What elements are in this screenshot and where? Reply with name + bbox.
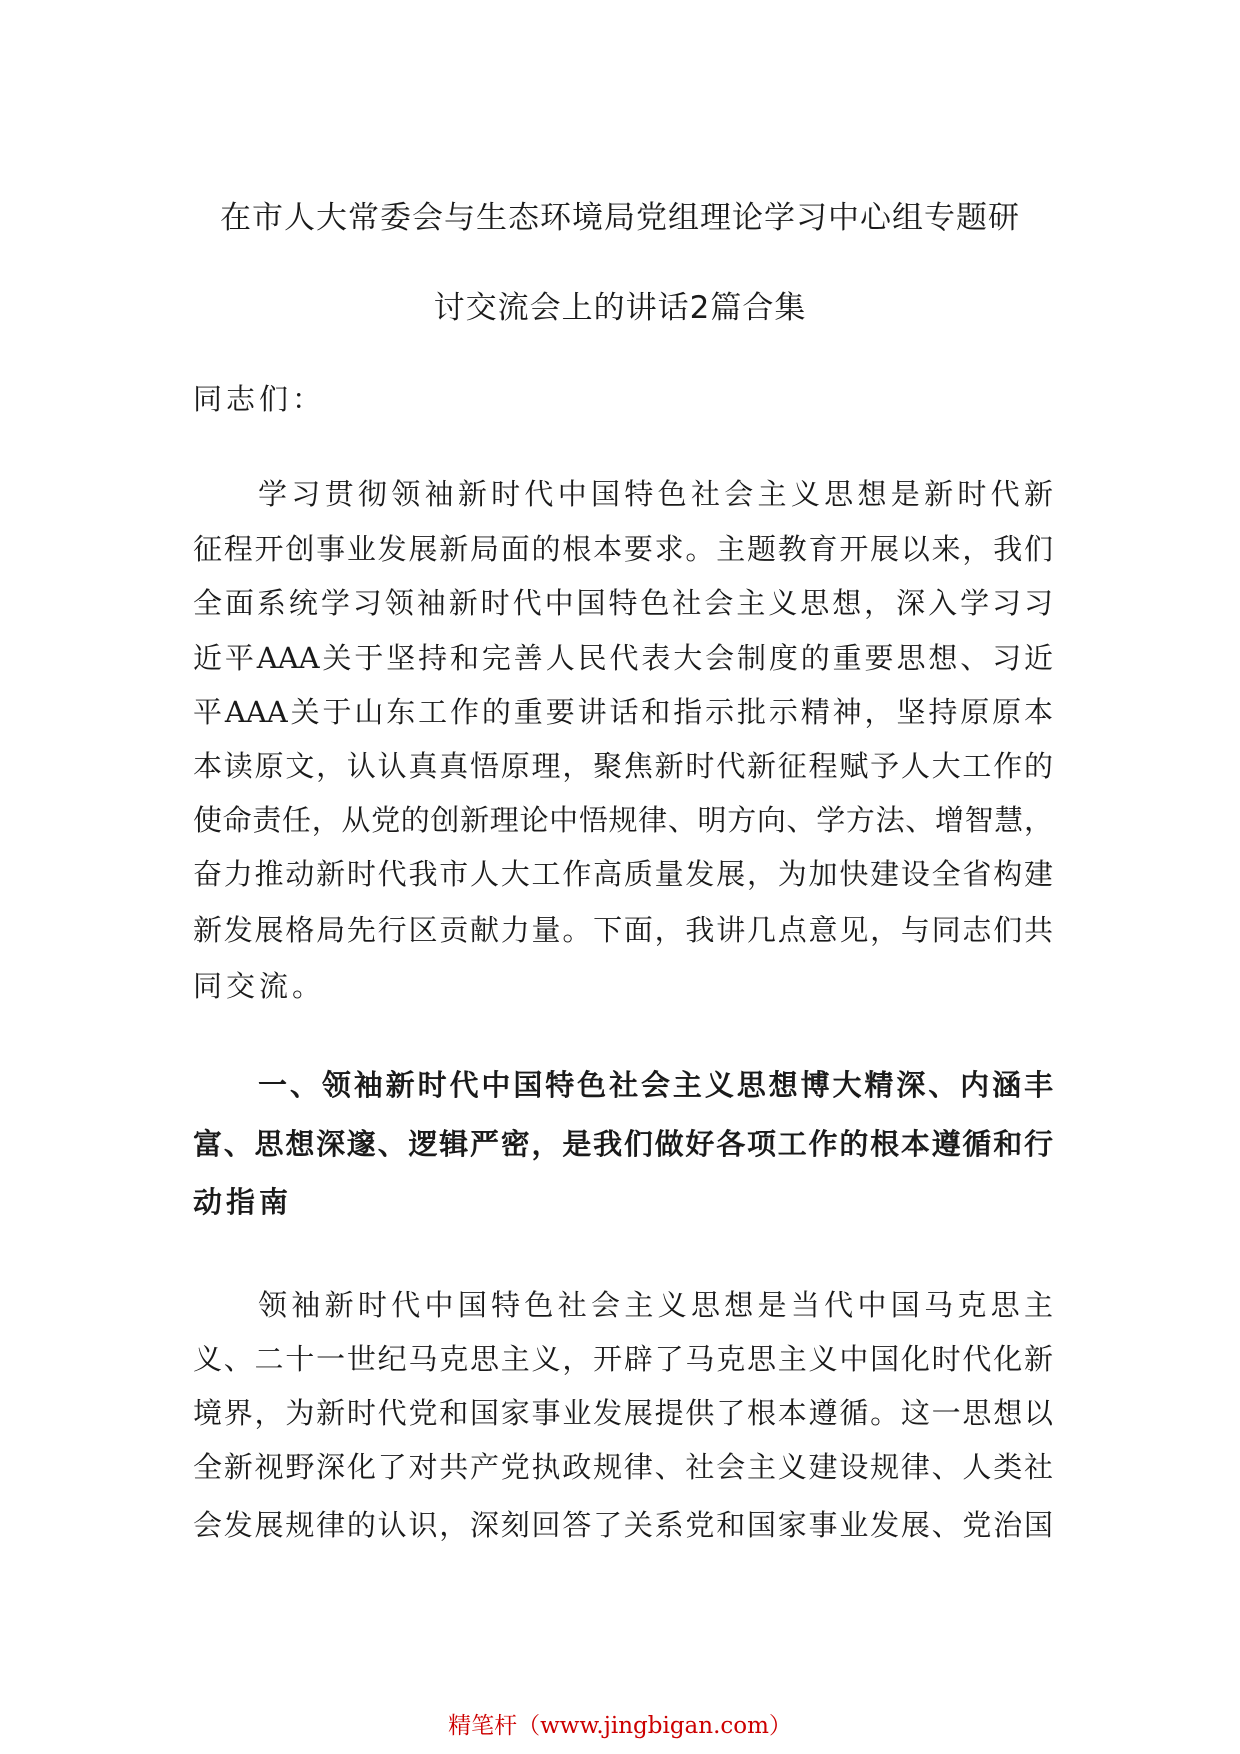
paragraph-1-line: 征程开创事业发展新局面的根本要求。主题教育开展以来，我们 [193, 532, 1053, 566]
paragraph-2-line: 义、二十一世纪马克思主义，开辟了马克思主义中国化时代化新 [193, 1342, 1053, 1376]
footer-watermark: 精笔杆（www.jingbigan.com） [448, 1713, 792, 1739]
paragraph-1-line: 奋力推动新时代我市人大工作高质量发展，为加快建设全省构建 [193, 857, 1053, 891]
document-title-line-1: 在市人大常委会与生态环境局党组理论学习中心组专题研 [220, 200, 1020, 236]
paragraph-2-line: 会发展规律的认识，深刻回答了关系党和国家事业发展、党治国 [193, 1508, 1053, 1542]
greeting: 同志们： [193, 382, 326, 416]
paragraph-1-line: 平AAA关于山东工作的重要讲话和指示批示精神，坚持原原本 [193, 695, 1053, 729]
paragraph-1-line: 本读原文，认认真真悟原理，聚焦新时代新征程赋予人大工作的 [193, 749, 1053, 783]
document-title-line-2: 讨交流会上的讲话2篇合集 [433, 290, 807, 326]
paragraph-1-line: 近平AAA关于坚持和完善人民代表大会制度的重要思想、习近 [193, 641, 1053, 675]
paragraph-1-line: 同交流。 [193, 969, 326, 1003]
paragraph-1-line: 学习贯彻领袖新时代中国特色社会主义思想是新时代新 [258, 477, 1053, 511]
section-heading-line: 动指南 [193, 1185, 293, 1219]
section-heading-line: 富、思想深邃、逻辑严密，是我们做好各项工作的根本遵循和行 [193, 1127, 1053, 1161]
section-heading-line: 一、领袖新时代中国特色社会主义思想博大精深、内涵丰 [258, 1068, 1053, 1102]
paragraph-1-line: 使命责任，从党的创新理论中悟规律、明方向、学方法、增智慧， [193, 803, 1053, 837]
paragraph-2-line: 领袖新时代中国特色社会主义思想是当代中国马克思主 [258, 1288, 1053, 1322]
paragraph-2-line: 境界，为新时代党和国家事业发展提供了根本遵循。这一思想以 [193, 1396, 1053, 1430]
paragraph-2-line: 全新视野深化了对共产党执政规律、社会主义建设规律、人类社 [193, 1450, 1053, 1484]
paragraph-1-line: 全面系统学习领袖新时代中国特色社会主义思想，深入学习习 [193, 586, 1053, 620]
paragraph-1-line: 新发展格局先行区贡献力量。下面，我讲几点意见，与同志们共 [193, 913, 1053, 947]
